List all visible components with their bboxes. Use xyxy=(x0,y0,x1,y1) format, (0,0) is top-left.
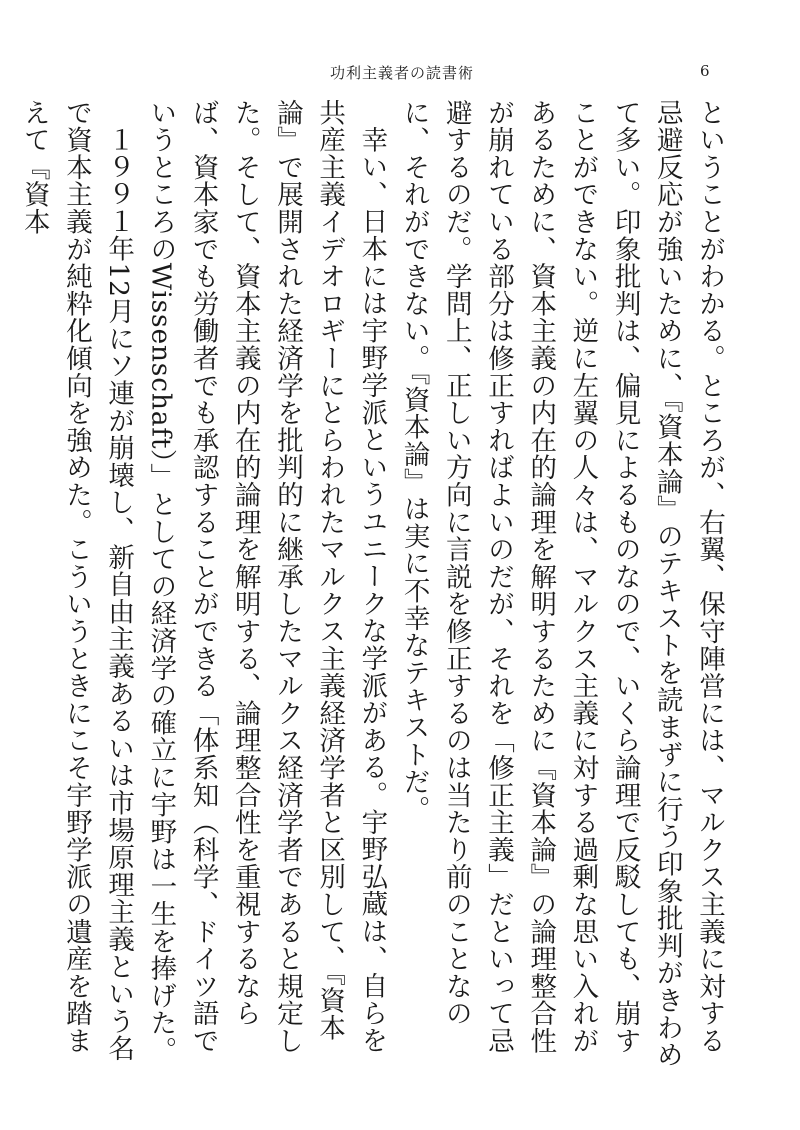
paragraph-2: 幸い、日本には宇野学派というユニークな学派がある。宇野弘蔵は、自らを共産主義イデオロギーにとらわれたマルクス主義経済学者と区別して、『資本論』で展開された経済学を批判的に継承したマルクス経済学者であると規定した。そして、資本主義の内在的論理を解明する、論理整合性を重視するならば、資本家でも労働者でも承認することができる「体系知（科学、ドイツ語でいうところのWissenschaft）」としての経済学の確立に宇野は一生を捧げた。 xyxy=(145,99,388,1065)
paragraph-1: ということがわかる。ところが、右翼、保守陣営には、マルクス主義に対する忌避反応が強いために、『資本論』のテキストを読まずに行う印象批判がきわめて多い。印象批判は、偏見によるものなので、いくら論理で反駁しても、崩すことができない。逆に左翼の人々は、マルクス主義に対する過剰な思い入れがあるために、資本主義の内在的論理を解明するために『資本論』の論理整合性が崩れている部分は修正すればよいのだが、それを「修正主義」だといって忌避するのだ。学問上、正しい方向に言説を修正するのは当たり前のことなのに、それができない。『資本論』は実に不幸なテキストだ。 xyxy=(398,99,725,1069)
body-text xyxy=(18,99,730,1074)
page-number: 6 xyxy=(700,62,710,80)
paragraph-3: １９９１年12月にソ連が崩壊し、新自由主義あるいは市場原理主義という名で資本主義が純粋化傾向を強めた。こういうときにこそ宇野学派の遺産を踏まえて『資本 xyxy=(18,99,135,1062)
running-title: 功利主義者の読書術 xyxy=(330,64,475,82)
